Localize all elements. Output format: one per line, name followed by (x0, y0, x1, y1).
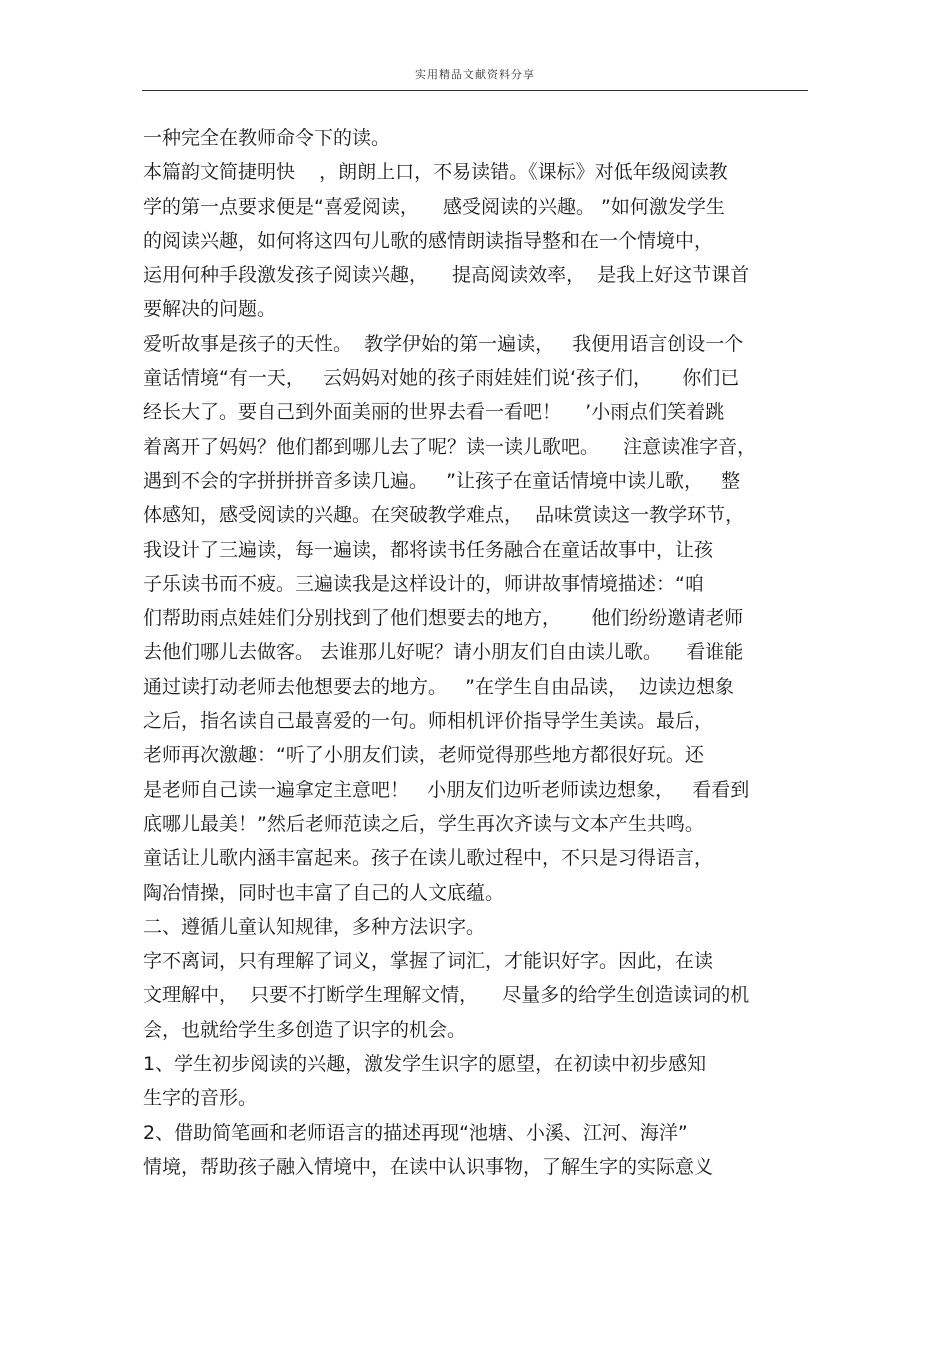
text-line: 去他们哪儿去做客。 去谁那儿好呢？请小朋友们自由读儿歌。 看谁能 (143, 641, 744, 664)
text-line: 经长大了。要自己到外面美丽的世界去看一看吧！ ’小雨点们笑着跳 (143, 401, 725, 424)
text-line: 童话让儿歌内涵丰富起来。孩子在读儿歌过程中，不只是习得语言， (143, 847, 714, 870)
text-line: 子乐读书而不疲。三遍读我是这样设计的，师讲故事情境描述：“咱 (143, 572, 704, 595)
text-line: 童话情境“有一天， 云妈妈对她的孩子雨娃娃们说‘孩子们， 你们已 (143, 367, 740, 390)
text-line: 运用何种手段激发孩子阅读兴趣， 提高阅读效率， 是我上好这节课首 (143, 264, 750, 287)
text-line: 会，也就给学生多创造了识字的机会。 (143, 1018, 467, 1041)
text-line: 通过读打动老师去他想要去的地方。 ”在学生自由品读， 边读边想象 (143, 675, 735, 698)
text-line: 着离开了妈妈？他们都到哪儿去了呢？读一读儿歌吧。 注意读准字音， (143, 435, 757, 458)
text-line: 是老师自己读一遍拿定主意吧！ 小朋友们边听老师读边想象， 看看到 (143, 778, 750, 801)
section-heading: 二、遵循儿童认知规律，多种方法识字。 (143, 915, 486, 938)
text-line: 要解决的问题。 (143, 298, 277, 321)
list-item: 2、借助简笔画和老师语言的描述再现“池塘、小溪、江河、海洋” (143, 1121, 688, 1144)
text-line: 的阅读兴趣，如何将这四句儿歌的感情朗读指导整和在一个情境中， (143, 229, 714, 252)
text-line: 本篇韵文简捷明快 ，朗朗上口，不易读错。《课标》对低年级阅读教 (143, 161, 728, 184)
text-line: 老师再次激趣：“听了小朋友们读，老师觉得那些地方都很好玩。还 (143, 744, 704, 767)
text-line: 字不离词，只有理解了词义，掌握了词汇，才能识好字。因此，在读 (143, 950, 714, 973)
text-line: 爱听故事是孩子的天性。 教学伊始的第一遍读， 我便用语言创设一个 (143, 332, 744, 355)
text-line: 底哪儿最美！”然后老师范读之后，学生再次齐读与文本产生共鸣。 (143, 812, 704, 835)
text-line: 遇到不会的字拼拼拼音多读几遍。 ”让孩子在童话情境中读儿歌， 整 (143, 469, 741, 492)
page-header-title: 实用精品文献资料分享 (415, 68, 535, 81)
text-line: 一种完全在教师命令下的读。 (143, 127, 391, 149)
text-line: 之后，指名读自己最喜爱的一句。师相机评价指导学生美读。最后， (143, 710, 714, 733)
text-line: 们帮助雨点娃娃们分别找到了他们想要去的地方， 他们纷纷邀请老师 (143, 607, 744, 630)
text-line: 陶冶情操，同时也丰富了自己的人文底蕴。 (143, 881, 505, 904)
list-item: 1、学生初步阅读的兴趣，激发学生识字的愿望，在初读中初步感知 (143, 1053, 707, 1076)
text-line: 生字的音形。 (143, 1087, 258, 1110)
header-divider (142, 90, 808, 91)
document-body (143, 121, 813, 1184)
text-line: 文理解中， 只要不打断学生理解文情， 尽量多的给学生创造读词的机 (143, 984, 750, 1007)
text-line: 我设计了三遍读，每一遍读，都将读书任务融合在童话故事中，让孩 (143, 538, 714, 561)
text-line: 情境，帮助孩子融入情境中，在读中认识事物，了解生字的实际意义 (143, 1155, 714, 1178)
text-line: 体感知，感受阅读的兴趣。在突破教学难点， 品味赏读这一教学环节， (143, 504, 745, 527)
text-line: 学的第一点要求便是“喜爱阅读， 感受阅读的兴趣。 ”如何激发学生 (143, 195, 725, 218)
